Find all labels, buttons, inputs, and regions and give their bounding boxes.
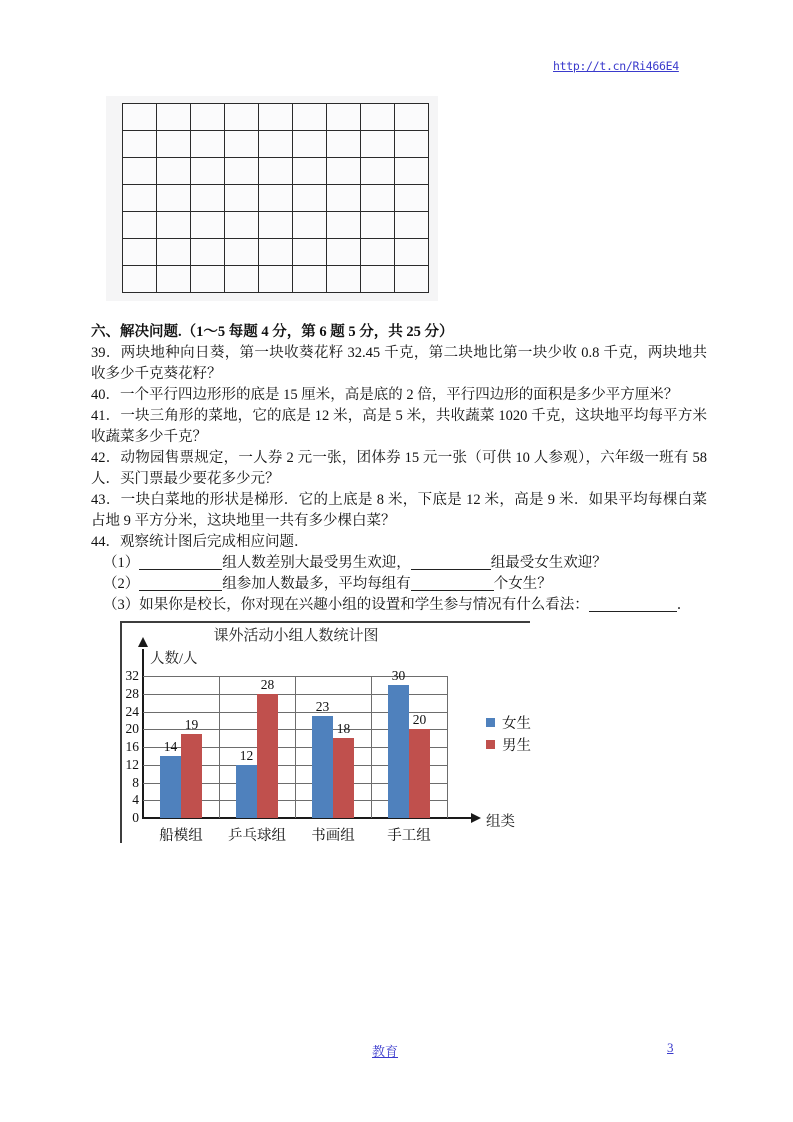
grid-cell	[361, 104, 395, 131]
grid-cell	[395, 239, 429, 266]
y-tick-label: 4	[132, 792, 139, 808]
sub-question-text: ．	[676, 597, 692, 613]
grid-cell	[395, 266, 429, 293]
answer-grid-image	[106, 96, 438, 301]
grid-cell	[191, 239, 225, 266]
bar-value-label: 28	[260, 676, 275, 692]
grid-cell	[123, 104, 157, 131]
grid-cell	[123, 131, 157, 158]
section-divider	[219, 676, 220, 818]
grid-cell	[361, 212, 395, 239]
bar-男生-书画组	[333, 738, 354, 818]
sub-questions	[91, 553, 707, 616]
bar-女生-乒乓球组	[236, 765, 257, 818]
problem-item: 41．一块三角形的菜地，它的底是 12 米，高是 5 米，共收蔬菜 1020 千克，这块地平均每平方米收蔬菜多少千克？	[91, 408, 707, 445]
chart-frame-top	[120, 621, 530, 623]
section-divider	[371, 676, 372, 818]
grid-cell	[157, 158, 191, 185]
problem-item: 44．观察统计图后完成相应问题．	[91, 534, 309, 550]
grid-cell	[259, 239, 293, 266]
grid-cell	[259, 104, 293, 131]
grid-cell	[259, 266, 293, 293]
bar-value-label: 12	[239, 747, 254, 763]
legend-swatch-男生	[486, 740, 495, 749]
grid-cell	[395, 185, 429, 212]
grid-cell	[395, 212, 429, 239]
problems-section	[91, 322, 707, 616]
grid-cell	[259, 212, 293, 239]
grid-cell	[157, 104, 191, 131]
grid-cell	[123, 266, 157, 293]
legend-item	[486, 713, 531, 731]
grid-cell	[191, 266, 225, 293]
grid-cell	[157, 185, 191, 212]
x-axis-label: 组类	[486, 814, 515, 830]
bar-男生-乒乓球组	[257, 694, 278, 818]
grid-cell	[191, 212, 225, 239]
x-category-label: 书画组	[311, 828, 355, 844]
grid-cell	[293, 158, 327, 185]
grid-cell	[259, 185, 293, 212]
y-tick-label: 20	[125, 721, 139, 737]
x-category-label: 船模组	[159, 828, 203, 844]
bar-value-label: 23	[315, 698, 330, 714]
footer-page-link[interactable]: 3	[667, 1040, 674, 1055]
sub-question-text: （1）	[103, 555, 140, 571]
grid-cell	[225, 239, 259, 266]
grid-cell	[293, 266, 327, 293]
grid-cell	[327, 131, 361, 158]
y-axis	[142, 649, 144, 818]
bar-女生-手工组	[388, 685, 409, 818]
grid-cell	[225, 266, 259, 293]
bar-value-label: 30	[391, 667, 406, 683]
chart-title: 课外活动小组人数统计图	[213, 628, 379, 644]
grid-cell	[361, 158, 395, 185]
grid-cell	[293, 212, 327, 239]
grid-cell	[327, 158, 361, 185]
y-axis-label: 人数/人	[150, 651, 198, 667]
grid-cell	[327, 212, 361, 239]
grid-cell	[395, 131, 429, 158]
x-category-label: 手工组	[387, 828, 431, 844]
y-axis-arrow-icon	[138, 637, 148, 647]
grid-cell	[259, 158, 293, 185]
section-divider	[295, 676, 296, 818]
bar-value-label: 14	[163, 738, 178, 754]
grid-cell	[361, 239, 395, 266]
grid-cell	[157, 266, 191, 293]
answer-blank[interactable]	[139, 555, 222, 570]
bar-女生-船模组	[160, 756, 181, 818]
answer-blank[interactable]	[589, 597, 677, 612]
grid-cell	[361, 185, 395, 212]
grid-cell	[157, 131, 191, 158]
bar-value-label: 19	[184, 716, 199, 732]
top-url-link[interactable]: http://t.cn/Ri466E4	[553, 59, 679, 73]
sub-question-text: 个女生？	[493, 576, 552, 592]
grid-cell	[361, 131, 395, 158]
grid-cell	[225, 158, 259, 185]
legend-label: 男生	[502, 737, 531, 754]
grid-cell	[225, 131, 259, 158]
legend-swatch-女生	[486, 718, 495, 727]
sub-question	[91, 574, 707, 595]
bar-value-label: 18	[336, 721, 351, 737]
section-title: 六、解决问题.（1～5 每题 4 分，第 6 题 5 分，共 25 分）	[91, 324, 454, 340]
section-divider	[447, 676, 448, 818]
grid-cell	[157, 239, 191, 266]
grid-cell	[123, 158, 157, 185]
y-tick-label: 28	[125, 685, 139, 701]
grid-cell	[293, 185, 327, 212]
grid-cell	[191, 104, 225, 131]
grid-cell	[293, 239, 327, 266]
grid-cell	[327, 185, 361, 212]
grid-cell	[327, 104, 361, 131]
grid-cell	[123, 185, 157, 212]
stats-chart	[120, 621, 580, 863]
answer-blank[interactable]	[411, 576, 494, 591]
sub-question-text: 组人数差别大最受男生欢迎，	[222, 555, 411, 571]
grid-cell	[395, 158, 429, 185]
grid-cell	[123, 212, 157, 239]
problem-item: 43．一块白菜地的形状是梯形．它的上底是 8 米，下底是 12 米，高是 9 米．如果平均每棵白菜占地 9 平方分米，这块地里一共有多少棵白菜？	[91, 492, 707, 529]
footer-site-link[interactable]: 教育	[372, 1044, 399, 1059]
grid-cell	[191, 185, 225, 212]
problem-item: 42．动物园售票规定，一人券 2 元一张，团体券 15 元一张（可供 10 人参观），六年级一班有 58 人．买门票最少要花多少元？	[91, 450, 707, 487]
y-tick-label: 16	[125, 739, 139, 754]
grid-cell	[191, 158, 225, 185]
grid-cell	[225, 212, 259, 239]
grid-cell	[123, 239, 157, 266]
bar-value-label: 20	[412, 712, 427, 728]
y-tick-label: 32	[125, 668, 139, 683]
y-tick-label: 8	[132, 774, 139, 790]
grid-cell	[225, 104, 259, 131]
problem-item: 40．一个平行四边形形的底是 15 厘米，高是底的 2 倍，平行四边形的面积是多少平方厘米？	[91, 387, 679, 403]
grid-cell	[361, 266, 395, 293]
y-tick-label: 24	[125, 703, 139, 719]
grid-cell	[157, 212, 191, 239]
sub-question-text: （2）	[103, 576, 140, 592]
bar-男生-手工组	[409, 729, 430, 818]
x-category-label: 乒乓球组	[228, 828, 286, 844]
legend-label: 女生	[502, 715, 531, 732]
answer-grid	[122, 103, 429, 293]
legend-item	[486, 735, 531, 753]
y-tick-label: 0	[132, 810, 139, 825]
bar-男生-船模组	[181, 734, 202, 818]
sub-question	[91, 553, 707, 574]
grid-cell	[225, 185, 259, 212]
y-tick-label: 12	[125, 756, 139, 772]
sub-question-text: 组参加人数最多，平均每组有	[222, 576, 411, 592]
grid-cell	[191, 131, 225, 158]
grid-cell	[293, 104, 327, 131]
sub-question-text: 组最受女生欢迎？	[490, 555, 607, 571]
grid-cell	[327, 266, 361, 293]
problem-item: 39．两块地种向日葵，第一块收葵花籽 32.45 千克，第二块地比第一块少收 0.8 千克，两块地共收多少千克葵花籽？	[91, 345, 707, 382]
grid-cell	[395, 104, 429, 131]
grid-cell	[259, 131, 293, 158]
grid-cell	[293, 131, 327, 158]
answer-blank[interactable]	[139, 576, 222, 591]
x-axis-arrow-icon	[471, 813, 481, 823]
answer-blank[interactable]	[411, 555, 491, 570]
grid-cell	[327, 239, 361, 266]
sub-question	[91, 595, 707, 616]
sub-question-text: （3）如果你是校长，你对现在兴趣小组的设置和学生参与情况有什么看法：	[103, 597, 589, 613]
